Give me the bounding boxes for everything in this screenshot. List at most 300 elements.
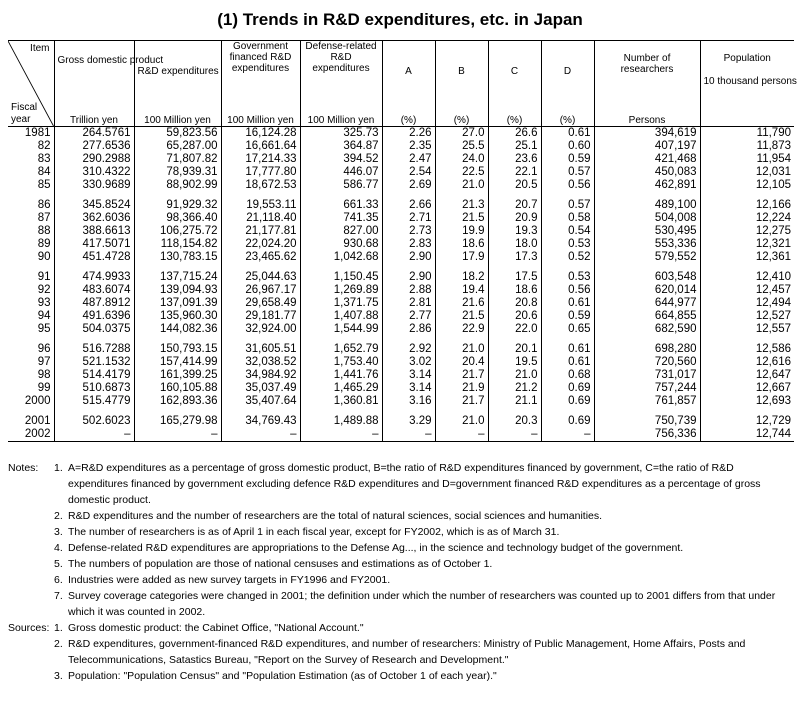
value-cell: 12,410 — [700, 264, 794, 284]
unit-gdp: Trillion yen — [54, 112, 134, 127]
value-cell: 139,094.93 — [134, 284, 221, 297]
value-cell: 388.6613 — [54, 225, 134, 238]
fiscal-year-cell: 94 — [37, 310, 51, 322]
note-text: R&D expenditures and the number of researchers are the total of natural sciences, social sciences and humanities. — [68, 510, 603, 522]
value-cell: 2.66 — [382, 192, 435, 212]
value-cell: 12,224 — [700, 212, 794, 225]
source-number: 3. — [54, 670, 63, 682]
note-item — [8, 572, 794, 588]
col-header-gov-financed: Government financed R&D expenditures — [221, 41, 300, 113]
value-cell: 0.54 — [541, 225, 594, 238]
fiscal-year-cell: 2002 — [8, 428, 54, 442]
value-cell: 78,939.31 — [134, 166, 221, 179]
value-cell: 25.1 — [488, 140, 541, 153]
value-cell: 277.6536 — [54, 140, 134, 153]
value-cell: 19.5 — [488, 356, 541, 369]
item-fiscal-header — [8, 41, 54, 127]
value-cell: 530,495 — [594, 225, 700, 238]
value-cell: 12,693 — [700, 395, 794, 408]
unit-researchers: Persons — [594, 112, 700, 127]
value-cell: – — [221, 428, 300, 442]
fiscal-year-cell: 86 — [37, 199, 51, 211]
col-header-a: A — [382, 41, 435, 113]
value-cell: 0.59 — [541, 310, 594, 323]
table-row — [8, 251, 794, 264]
value-cell: 515.4779 — [54, 395, 134, 408]
table-row — [8, 428, 794, 442]
table-row — [8, 297, 794, 310]
fiscal-year-label: Fiscal year — [11, 102, 38, 125]
value-cell: 698,280 — [594, 336, 700, 356]
value-cell: 394,619 — [594, 127, 700, 141]
value-cell: 0.53 — [541, 238, 594, 251]
value-cell: 12,494 — [700, 297, 794, 310]
value-cell: 20.7 — [488, 192, 541, 212]
note-number: 1. — [54, 462, 63, 474]
value-cell: 1,360.81 — [300, 395, 382, 408]
value-cell: 0.59 — [541, 153, 594, 166]
table-body — [8, 127, 794, 442]
notes-list — [8, 460, 794, 620]
value-cell: 12,031 — [700, 166, 794, 179]
value-cell: 17.3 — [488, 251, 541, 264]
value-cell: 2.47 — [382, 153, 435, 166]
value-cell: 21.7 — [435, 395, 488, 408]
fiscal-year-cell: 89 — [37, 238, 51, 250]
value-cell: 26.6 — [488, 127, 541, 141]
note-text: Survey coverage categories were changed in 2001; the definition under which the number of researchers was counted up to 2001 differs from that under which it was counted in 2002. — [68, 590, 776, 618]
value-cell: 20.1 — [488, 336, 541, 356]
fiscal-year-cell: 1981 — [24, 127, 51, 139]
value-cell: 21.0 — [488, 369, 541, 382]
value-cell: 18,672.53 — [221, 179, 300, 192]
value-cell: 1,441.76 — [300, 369, 382, 382]
value-cell: 11,790 — [700, 127, 794, 141]
table-row — [8, 238, 794, 251]
value-cell: 0.61 — [541, 356, 594, 369]
table-row — [8, 153, 794, 166]
value-cell: 2.81 — [382, 297, 435, 310]
note-item — [8, 460, 794, 508]
fiscal-year-cell: 90 — [37, 251, 51, 263]
value-cell: 2.86 — [382, 323, 435, 336]
value-cell: 20.6 — [488, 310, 541, 323]
value-cell: 2.77 — [382, 310, 435, 323]
value-cell: 12,527 — [700, 310, 794, 323]
value-cell: 88,902.99 — [134, 179, 221, 192]
value-cell: 21.9 — [435, 382, 488, 395]
source-item — [8, 636, 794, 668]
value-cell: – — [382, 428, 435, 442]
value-cell: 264.5761 — [54, 127, 134, 141]
value-cell: 0.56 — [541, 179, 594, 192]
value-cell: 137,715.24 — [134, 264, 221, 284]
value-cell: – — [300, 428, 382, 442]
value-cell: 1,753.40 — [300, 356, 382, 369]
table-row — [8, 382, 794, 395]
col-header-b: B — [435, 41, 488, 113]
value-cell: 603,548 — [594, 264, 700, 284]
value-cell: 19.4 — [435, 284, 488, 297]
value-cell: 0.68 — [541, 369, 594, 382]
value-cell: – — [134, 428, 221, 442]
source-label — [8, 668, 54, 684]
value-cell: 21,177.81 — [221, 225, 300, 238]
value-cell: 17,214.33 — [221, 153, 300, 166]
fiscal-year-cell: 82 — [37, 140, 51, 152]
note-item — [8, 524, 794, 540]
value-cell: 664,855 — [594, 310, 700, 323]
source-text: R&D expenditures, government-financed R&D expenditures, and number of researchers: Ministry of Public Management, Home Affairs, Posts and Telecommunications, Satastics Bureau, "Report on the Survey of Research and Development." — [68, 638, 746, 666]
value-cell: 162,893.36 — [134, 395, 221, 408]
value-cell: 731,017 — [594, 369, 700, 382]
value-cell: 661.33 — [300, 192, 382, 212]
value-cell: 827.00 — [300, 225, 382, 238]
value-cell: 586.77 — [300, 179, 382, 192]
value-cell: 682,590 — [594, 323, 700, 336]
value-cell: 12,557 — [700, 323, 794, 336]
value-cell: 2.83 — [382, 238, 435, 251]
value-cell: 18.2 — [435, 264, 488, 284]
note-item — [8, 556, 794, 572]
table-row — [8, 323, 794, 336]
value-cell: 12,166 — [700, 192, 794, 212]
value-cell: 757,244 — [594, 382, 700, 395]
unit-gov-financed: 100 Million yen — [221, 112, 300, 127]
fiscal-year-cell: 91 — [37, 271, 51, 283]
value-cell: 579,552 — [594, 251, 700, 264]
value-cell: 516.7288 — [54, 336, 134, 356]
value-cell: 474.9933 — [54, 264, 134, 284]
value-cell: 12,275 — [700, 225, 794, 238]
value-cell: 362.6036 — [54, 212, 134, 225]
value-cell: 12,586 — [700, 336, 794, 356]
note-item — [8, 540, 794, 556]
value-cell: 21.5 — [435, 310, 488, 323]
value-cell: 29,181.77 — [221, 310, 300, 323]
fiscal-year-cell: 98 — [37, 369, 51, 381]
source-label: Sources: — [8, 622, 50, 634]
value-cell: 330.9689 — [54, 179, 134, 192]
fiscal-year-cell: 2000 — [24, 395, 51, 407]
fiscal-year-cell: 95 — [37, 323, 51, 335]
value-cell: 21,118.40 — [221, 212, 300, 225]
value-cell: 12,321 — [700, 238, 794, 251]
value-cell: 18.0 — [488, 238, 541, 251]
value-cell: 29,658.49 — [221, 297, 300, 310]
value-cell: 32,038.52 — [221, 356, 300, 369]
value-cell: 1,465.29 — [300, 382, 382, 395]
value-cell: 0.60 — [541, 140, 594, 153]
table-row — [8, 310, 794, 323]
value-cell: 34,984.92 — [221, 369, 300, 382]
note-label — [8, 572, 54, 588]
item-label: Item — [30, 43, 50, 54]
value-cell: 23,465.62 — [221, 251, 300, 264]
value-cell: 0.61 — [541, 127, 594, 141]
value-cell: 17.9 — [435, 251, 488, 264]
value-cell: 3.29 — [382, 408, 435, 428]
note-item — [8, 588, 794, 620]
value-cell: 12,361 — [700, 251, 794, 264]
value-cell: – — [54, 428, 134, 442]
value-cell: 3.14 — [382, 369, 435, 382]
value-cell: 462,891 — [594, 179, 700, 192]
value-cell: 644,977 — [594, 297, 700, 310]
value-cell: 21.7 — [435, 369, 488, 382]
col-header-researchers: Number of researchers — [594, 41, 700, 113]
note-label: Notes: — [8, 462, 39, 474]
value-cell: 12,457 — [700, 284, 794, 297]
note-number: 5. — [54, 558, 63, 570]
value-cell: 0.65 — [541, 323, 594, 336]
value-cell: 22.0 — [488, 323, 541, 336]
note-text: The number of researchers is as of April 1 in each fiscal year, except for FY2002, which is as of March 31. — [68, 526, 560, 538]
rd-trends-table — [8, 40, 797, 442]
page-title: (1) Trends in R&D expenditures, etc. in Japan — [217, 10, 583, 29]
value-cell: 0.58 — [541, 212, 594, 225]
value-cell: 19,553.11 — [221, 192, 300, 212]
note-label — [8, 588, 54, 620]
value-cell: 1,150.45 — [300, 264, 382, 284]
table-row — [8, 284, 794, 297]
note-text: Industries were added as new survey targets in FY1996 and FY2001. — [68, 574, 391, 586]
value-cell: 12,744 — [700, 428, 794, 442]
value-cell: 22,024.20 — [221, 238, 300, 251]
fiscal-year-cell: 97 — [37, 356, 51, 368]
fiscal-year-cell: 84 — [37, 166, 51, 178]
source-number: 1. — [54, 622, 63, 634]
value-cell: 157,414.99 — [134, 356, 221, 369]
value-cell: 1,269.89 — [300, 284, 382, 297]
note-item — [8, 508, 794, 524]
value-cell: 21.2 — [488, 382, 541, 395]
value-cell: 2.90 — [382, 251, 435, 264]
value-cell: 26,967.17 — [221, 284, 300, 297]
source-number: 2. — [54, 638, 63, 650]
value-cell: 20.9 — [488, 212, 541, 225]
note-label — [8, 524, 54, 540]
value-cell: 12,616 — [700, 356, 794, 369]
value-cell: 504,008 — [594, 212, 700, 225]
value-cell: 0.69 — [541, 408, 594, 428]
fiscal-year-cell: 2001 — [24, 415, 51, 427]
value-cell: 3.16 — [382, 395, 435, 408]
value-cell: 71,807.82 — [134, 153, 221, 166]
value-cell: 12,667 — [700, 382, 794, 395]
value-cell: 22.5 — [435, 166, 488, 179]
table-row — [8, 336, 794, 356]
value-cell: 11,954 — [700, 153, 794, 166]
fiscal-year-cell: 83 — [37, 153, 51, 165]
value-cell: 504.0375 — [54, 323, 134, 336]
value-cell: – — [435, 428, 488, 442]
value-cell: 1,042.68 — [300, 251, 382, 264]
value-cell: 345.8524 — [54, 192, 134, 212]
value-cell: 502.6023 — [54, 408, 134, 428]
value-cell: 24.0 — [435, 153, 488, 166]
source-text: Population: "Population Census" and "Population Estimation (as of October 1 of each year)." — [68, 670, 497, 682]
value-cell: 446.07 — [300, 166, 382, 179]
unit-b: (%) — [435, 112, 488, 127]
value-cell: 106,275.72 — [134, 225, 221, 238]
value-cell: 2.26 — [382, 127, 435, 141]
value-cell: 930.68 — [300, 238, 382, 251]
value-cell: 620,014 — [594, 284, 700, 297]
unit-defense: 100 Million yen — [300, 112, 382, 127]
note-number: 4. — [54, 542, 63, 554]
fiscal-year-cell: 88 — [37, 225, 51, 237]
value-cell: 0.61 — [541, 297, 594, 310]
value-cell: 3.14 — [382, 382, 435, 395]
value-cell: 521.1532 — [54, 356, 134, 369]
table-row — [8, 192, 794, 212]
table-row — [8, 166, 794, 179]
fiscal-year-cell: 92 — [37, 284, 51, 296]
note-label — [8, 540, 54, 556]
col-header-c: C — [488, 41, 541, 113]
value-cell: 364.87 — [300, 140, 382, 153]
value-cell: 761,857 — [594, 395, 700, 408]
value-cell: 553,336 — [594, 238, 700, 251]
note-text: A=R&D expenditures as a percentage of gross domestic product, B=the ratio of R&D expenditures financed by government, C=the ratio of R&D expenditures financed by government excluding defence R&D expenditures and D=government financed R&D expenditures as a percentage of gross domestic product. — [68, 462, 761, 506]
col-header-defense: Defense-related R&D expenditures — [300, 41, 382, 113]
value-cell: 2.69 — [382, 179, 435, 192]
unit-a: (%) — [382, 112, 435, 127]
value-cell: 489,100 — [594, 192, 700, 212]
value-cell: 0.57 — [541, 192, 594, 212]
value-cell: 407,197 — [594, 140, 700, 153]
value-cell: 25.5 — [435, 140, 488, 153]
table-row — [8, 212, 794, 225]
source-item — [8, 668, 794, 684]
value-cell: 417.5071 — [54, 238, 134, 251]
value-cell: 65,287.00 — [134, 140, 221, 153]
value-cell: 1,371.75 — [300, 297, 382, 310]
value-cell: 22.1 — [488, 166, 541, 179]
sources-list — [8, 620, 794, 684]
unit-rd-expenditures: 100 Million yen — [134, 112, 221, 127]
value-cell: 0.57 — [541, 166, 594, 179]
value-cell: 2.88 — [382, 284, 435, 297]
value-cell: 12,729 — [700, 408, 794, 428]
table-header — [8, 41, 797, 127]
value-cell: 510.6873 — [54, 382, 134, 395]
value-cell: 20.3 — [488, 408, 541, 428]
note-text: The numbers of population are those of national censuses and estimations as of October 1. — [68, 558, 493, 570]
value-cell: 21.1 — [488, 395, 541, 408]
value-cell: 118,154.82 — [134, 238, 221, 251]
value-cell: 161,399.25 — [134, 369, 221, 382]
value-cell: 1,407.88 — [300, 310, 382, 323]
value-cell: 59,823.56 — [134, 127, 221, 141]
value-cell: 290.2988 — [54, 153, 134, 166]
value-cell: 2.90 — [382, 264, 435, 284]
fiscal-year-cell: 93 — [37, 297, 51, 309]
table-row — [8, 264, 794, 284]
value-cell: 2.35 — [382, 140, 435, 153]
value-cell: 21.0 — [435, 179, 488, 192]
value-cell: 20.5 — [488, 179, 541, 192]
value-cell: 11,873 — [700, 140, 794, 153]
table-row — [8, 408, 794, 428]
value-cell: 0.53 — [541, 264, 594, 284]
note-number: 6. — [54, 574, 63, 586]
value-cell: 450,083 — [594, 166, 700, 179]
value-cell: 2.71 — [382, 212, 435, 225]
value-cell: 12,105 — [700, 179, 794, 192]
value-cell: 18.6 — [488, 284, 541, 297]
value-cell: 27.0 — [435, 127, 488, 141]
table-row — [8, 395, 794, 408]
value-cell: 421,468 — [594, 153, 700, 166]
value-cell: 19.3 — [488, 225, 541, 238]
value-cell: 0.56 — [541, 284, 594, 297]
table-row — [8, 127, 794, 141]
value-cell: 98,366.40 — [134, 212, 221, 225]
value-cell: 160,105.88 — [134, 382, 221, 395]
value-cell: 741.35 — [300, 212, 382, 225]
value-cell: 19.9 — [435, 225, 488, 238]
value-cell: 514.4179 — [54, 369, 134, 382]
value-cell: 325.73 — [300, 127, 382, 141]
value-cell: 487.8912 — [54, 297, 134, 310]
value-cell: 483.6074 — [54, 284, 134, 297]
col-header-d: D — [541, 41, 594, 113]
value-cell: 21.6 — [435, 297, 488, 310]
fiscal-year-cell: 96 — [37, 343, 51, 355]
table-row — [8, 179, 794, 192]
value-cell: – — [488, 428, 541, 442]
table-row — [8, 369, 794, 382]
source-label — [8, 636, 54, 668]
value-cell: 32,924.00 — [221, 323, 300, 336]
fiscal-year-cell: 99 — [37, 382, 51, 394]
source-item — [8, 620, 794, 636]
value-cell: 165,279.98 — [134, 408, 221, 428]
value-cell: 1,544.99 — [300, 323, 382, 336]
value-cell: 750,739 — [594, 408, 700, 428]
col-header-population: Population 10 thousand persons — [700, 41, 794, 113]
value-cell: 21.0 — [435, 336, 488, 356]
value-cell: 150,793.15 — [134, 336, 221, 356]
note-label — [8, 508, 54, 524]
value-cell: 17,777.80 — [221, 166, 300, 179]
value-cell: 0.69 — [541, 395, 594, 408]
value-cell: 0.52 — [541, 251, 594, 264]
value-cell: 23.6 — [488, 153, 541, 166]
unit-population — [700, 112, 794, 127]
value-cell: 17.5 — [488, 264, 541, 284]
fiscal-year-cell: 87 — [37, 212, 51, 224]
value-cell: 1,489.88 — [300, 408, 382, 428]
value-cell: 22.9 — [435, 323, 488, 336]
value-cell: 2.92 — [382, 336, 435, 356]
source-text: Gross domestic product: the Cabinet Office, "National Account." — [68, 622, 364, 634]
value-cell: 451.4728 — [54, 251, 134, 264]
value-cell: 2.54 — [382, 166, 435, 179]
col-header-gdp: Gross domestic product — [54, 41, 134, 113]
value-cell: 394.52 — [300, 153, 382, 166]
value-cell: 130,783.15 — [134, 251, 221, 264]
note-number: 2. — [54, 510, 63, 522]
value-cell: 491.6396 — [54, 310, 134, 323]
value-cell: 34,769.43 — [221, 408, 300, 428]
notes-section — [8, 460, 794, 684]
note-label — [8, 556, 54, 572]
unit-c: (%) — [488, 112, 541, 127]
value-cell: 35,037.49 — [221, 382, 300, 395]
